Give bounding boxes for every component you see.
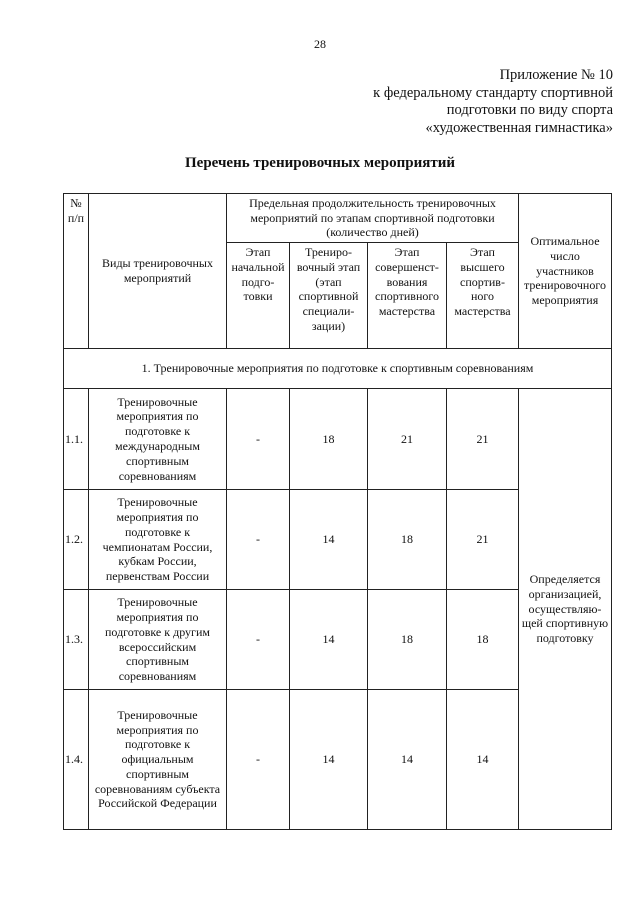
row-value-stage-1: -	[227, 490, 290, 590]
row-number: 1.2.	[64, 490, 89, 590]
row-name: Тренировочные мероприятия по подготовке к официальным спортивным соревнованиям субъекта Российской Федерации	[89, 690, 227, 830]
row-value-stage-4: 18	[447, 590, 519, 690]
row-value-stage-2: 14	[290, 690, 368, 830]
header-row-top	[64, 194, 612, 243]
row-value-stage-1: -	[227, 590, 290, 690]
header-kinds: Виды тренировочных мероприятий	[89, 194, 227, 349]
page-number: 28	[314, 37, 326, 51]
row-number: 1.4.	[64, 690, 89, 830]
row-value-stage-3: 21	[368, 389, 447, 490]
row-value-stage-2: 18	[290, 389, 368, 490]
row-value-stage-3: 18	[368, 590, 447, 690]
header-duration: Предельная продолжительность тренировочных мероприятий по этапам спортивной подготовки (количество дней)	[227, 194, 519, 243]
appendix-line: Приложение № 10	[499, 67, 613, 83]
row-name: Тренировочные мероприятия по подготовке к международным спортивным соревнованиям	[89, 389, 227, 490]
row-value-stage-2: 14	[290, 490, 368, 590]
row-value-stage-4: 14	[447, 690, 519, 830]
row-number: 1.1.	[64, 389, 89, 490]
row-value-stage-1: -	[227, 389, 290, 490]
header-num: № п/п	[64, 194, 89, 349]
header-stage-2: Трениро-вочный этап (этап спортивной специали-зации)	[290, 243, 368, 349]
document-title: Перечень тренировочных мероприятий	[185, 155, 455, 171]
row-name: Тренировочные мероприятия по подготовке к другим всероссийским спортивным соревнованиям	[89, 590, 227, 690]
table-row	[64, 389, 612, 490]
section-title: 1. Тренировочные мероприятия по подготовке к спортивным соревнованиям	[64, 349, 612, 389]
row-number: 1.3.	[64, 590, 89, 690]
optimal-participants-note: Определяется организацией, осуществляю-щей спортивную подготовку	[519, 389, 612, 830]
row-value-stage-3: 18	[368, 490, 447, 590]
row-value-stage-4: 21	[447, 389, 519, 490]
row-name: Тренировочные мероприятия по подготовке к чемпионатам России, кубкам России, первенствам России	[89, 490, 227, 590]
row-value-stage-4: 21	[447, 490, 519, 590]
header-optimal: Оптимальное число участников тренировочного мероприятия	[519, 194, 612, 349]
appendix-heading	[253, 67, 613, 137]
header-stage-4: Этап высшего спортив-ного мастерства	[447, 243, 519, 349]
header-stage-1: Этап начальной подго-товки	[227, 243, 290, 349]
appendix-line: «художественная гимнастика»	[425, 119, 613, 136]
row-value-stage-3: 14	[368, 690, 447, 830]
appendix-line: подготовки по виду спорта	[446, 102, 613, 118]
row-value-stage-2: 14	[290, 590, 368, 690]
row-value-stage-1: -	[227, 690, 290, 830]
appendix-line: к федеральному стандарту спортивной	[373, 84, 613, 101]
training-events-table	[63, 193, 612, 830]
header-stage-3: Этап совершенст-вования спортивного мастерства	[368, 243, 447, 349]
section-row	[64, 349, 612, 389]
